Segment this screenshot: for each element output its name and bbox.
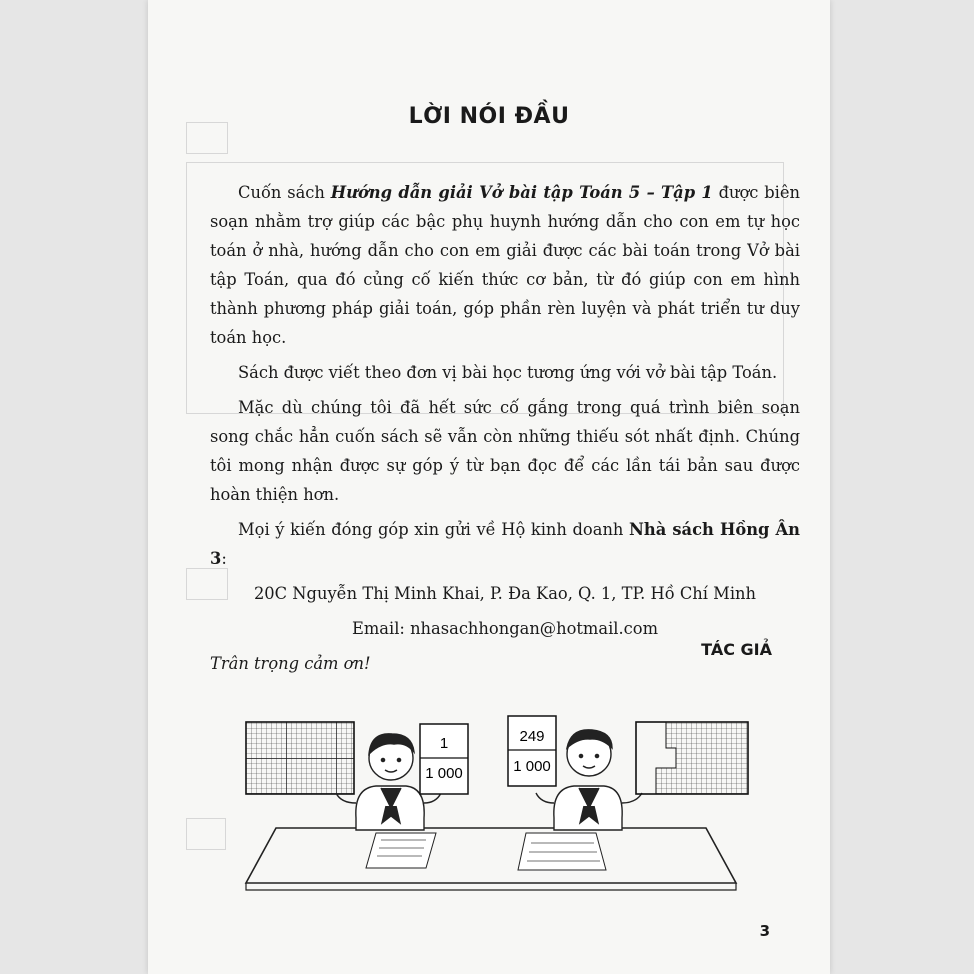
desk (246, 828, 736, 890)
right-card-numerator: 249 (519, 728, 545, 745)
left-card-numerator: 1 (439, 735, 449, 752)
publisher-name: Nhà sách Hồng Ân 3 (210, 520, 800, 568)
page-title: LỜI NÓI ĐẦU (408, 104, 570, 129)
paragraph-structure: Sách được viết theo đơn vị bài học tương ứng với vở bài tập Toán. (238, 363, 778, 382)
preface-body (210, 178, 800, 684)
publisher-address: 20C Nguyễn Thị Minh Khai, P. Đa Kao, Q. 1, TP. Hồ Chí Minh (253, 584, 757, 603)
left-fraction-card (420, 724, 468, 794)
book-page (148, 0, 830, 974)
paragraph-intro: Cuốn sách Hướng dẫn giải Vở bài tập Toán 5 – Tập 1 được biên soạn nhằm trợ giúp các bậc phụ huynh hướng dẫn cho con em tự học toán ở nhà, hướng dẫn cho con em giải được các bài toán trong Vở bài tập Toán, qua đó củng cố kiến thức cơ bản, từ đó giúp con em hình thành phương pháp giải toán, góp phần rèn luyện và phát triển tư duy toán học. (210, 183, 800, 347)
right-grid-board (636, 722, 748, 794)
right-fraction-card (508, 716, 556, 786)
left-card-denominator: 1 000 (425, 765, 463, 782)
paragraph-feedback: Mọi ý kiến đóng góp xin gửi về Hộ kinh doanh Nhà sách Hồng Ân 3: (210, 520, 800, 568)
bleed-through-text (338, 50, 345, 74)
author-signature: TÁC GIẢ (701, 640, 772, 659)
right-card-denominator: 1 000 (513, 758, 551, 775)
paragraph-apology: Mặc dù chúng tôi đã hết sức cố gắng trong quá trình biên soạn song chắc hẳn cuốn sách sẽ vẫn còn những thiếu sót nhất định. Chúng tôi mong nhận được sự góp ý từ bạn đọc để các lần tái bản sau được hoàn thiện hơn. (210, 398, 800, 504)
publisher-email: Email: nhasachhongan@hotmail.com (351, 619, 659, 638)
children-illustration (236, 708, 756, 898)
page-number: 3 (759, 922, 770, 940)
bleed-through-box (186, 818, 226, 850)
thanks-line: Trân trọng cảm ơn! (210, 654, 371, 673)
book-title: Hướng dẫn giải Vở bài tập Toán 5 – Tập 1 (330, 183, 713, 202)
left-grid-board (246, 722, 354, 794)
